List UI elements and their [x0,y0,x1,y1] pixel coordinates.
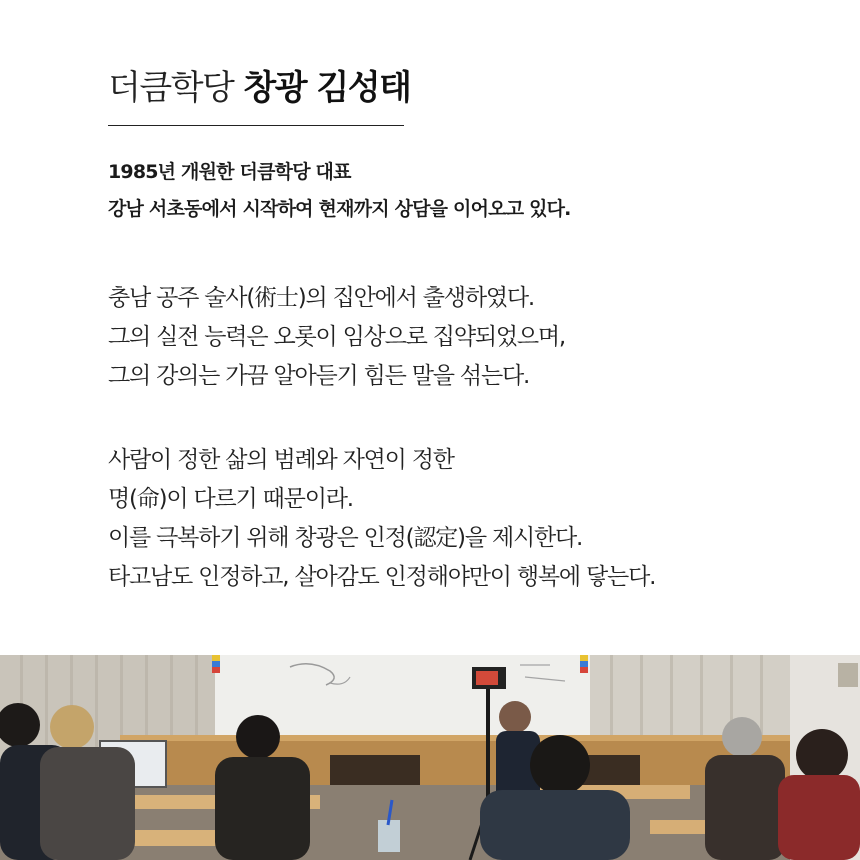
title-person-name: 창광 김성태 [243,68,411,108]
paragraph-line: 그의 강의는 가끔 알아듣기 힘든 말을 섞는다. [108,363,530,389]
paragraph-line: 이를 극복하기 위해 창광은 인정(認定)을 제시한다. [108,525,583,551]
paragraph-origin [108,279,565,396]
paragraph-line: 그의 실전 능력은 오롯이 임상으로 집약되었으며, [108,324,566,350]
page-title [108,66,410,110]
lecture-photo [0,655,860,860]
intro-line: 강남 서초동에서 시작하여 현재까지 상담을 이어오고 있다. [108,198,571,220]
paragraph-line: 사람이 정한 삶의 범례와 자연이 정한 [108,447,454,473]
intro-text [108,154,571,228]
title-academy-name: 더큼학당 [108,68,234,108]
paragraph-line: 충남 공주 술사(術士)의 집안에서 출생하였다. [108,285,534,311]
intro-line: 1985년 개원한 더큼학당 대표 [108,161,351,183]
paragraph-line: 명(命)이 다르기 때문이라. [108,486,353,512]
paragraph-philosophy [108,441,655,597]
title-divider [108,125,404,126]
paragraph-line: 타고남도 인정하고, 살아감도 인정해야만이 행복에 닿는다. [108,564,656,590]
